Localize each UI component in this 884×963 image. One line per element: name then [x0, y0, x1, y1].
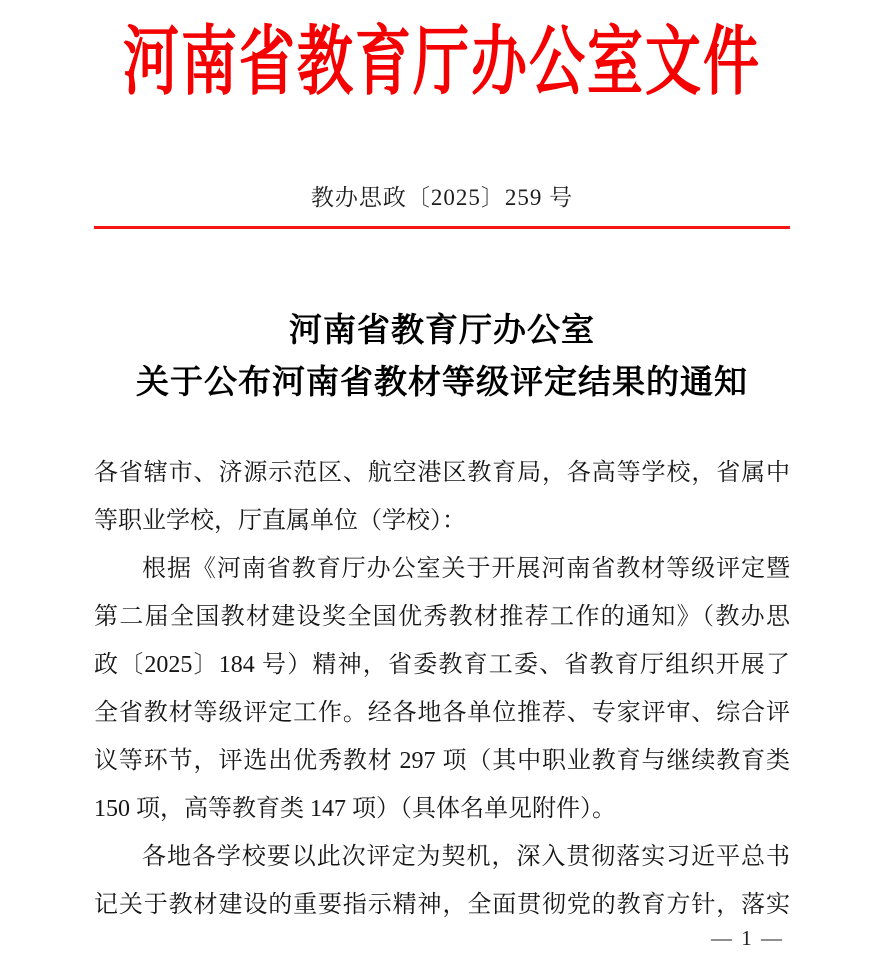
document-title — [0, 305, 884, 409]
red-letterhead-banner — [0, 22, 884, 104]
page-number: — 1 — — [711, 926, 784, 950]
body-line-para3-2: 记关于教材建设的重要指示精神，全面贯彻党的教育方针，落实 — [94, 892, 790, 918]
body-line-addressees-1: 各省辖市、济源示范区、航空港区教育局，各高等学校，省属中 — [94, 460, 790, 486]
agency-letterhead-title: 河南省教育厅办公室文件 — [123, 21, 761, 105]
document-body — [94, 449, 790, 929]
document-title-line-1: 河南省教育厅办公室 — [289, 313, 595, 349]
body-line-para3-1: 各地各学校要以此次评定为契机，深入贯彻落实习近平总书 — [142, 844, 790, 870]
document-title-line-2: 关于公布河南省教材等级评定结果的通知 — [136, 365, 748, 401]
body-line-para2-3: 政〔2025〕184 号）精神，省委教育工委、省教育厅组织开展了 — [94, 652, 790, 678]
red-divider-line — [94, 226, 790, 229]
body-line-addressees-2: 等职业学校，厅直属单位（学校）： — [94, 508, 466, 534]
body-line-para2-4: 全省教材等级评定工作。经各地各单位推荐、专家评审、综合评 — [94, 700, 790, 726]
body-line-para2-6: 150 项，高等教育类 147 项）（具体名单见附件）。 — [94, 796, 616, 822]
body-line-para2-1: 根据《河南省教育厅办公室关于开展河南省教材等级评定暨 — [142, 556, 790, 582]
body-line-para2-2: 第二届全国教材建设奖全国优秀教材推荐工作的通知》（教办思 — [94, 604, 790, 630]
body-line-para2-5: 议等环节，评选出优秀教材 297 项（其中职业教育与继续教育类 — [94, 748, 790, 774]
document-reference-number: 教办思政〔2025〕259 号 — [310, 185, 574, 210]
